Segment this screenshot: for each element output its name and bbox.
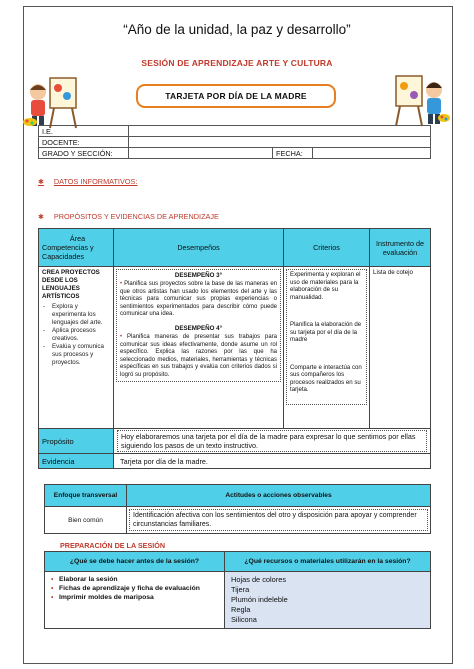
fecha-field[interactable] <box>313 148 431 159</box>
desempeno-3-title: DESEMPEÑO 3° <box>174 272 223 279</box>
evidencia-cell <box>114 454 431 469</box>
desempenos-header: Desempeños <box>114 229 284 267</box>
actitudes-header: Actitudes o acciones observables <box>127 485 431 507</box>
materials-list <box>225 572 430 628</box>
grado-field[interactable] <box>129 148 273 159</box>
list-item: Silicona <box>231 615 257 624</box>
materials-cell <box>225 572 431 629</box>
enfoque-table <box>44 484 431 534</box>
list-item: • Imprimir moldes de mariposa <box>51 593 218 602</box>
criterios-header: Criterios <box>284 229 370 267</box>
datos-heading: ✱ DATOS INFORMATIVOS: <box>38 177 138 186</box>
proposito-label: Propósito <box>39 429 114 454</box>
before-list <box>45 572 224 605</box>
desempenos-cell <box>114 267 284 429</box>
competencia-title: CREA PROYECTOS DESDE LOS LENGUAJES ARTÍSTICOS <box>42 269 100 300</box>
before-header: ¿Qué se debe hacer antes de la sesión? <box>45 552 225 572</box>
proposito-cell <box>114 429 431 454</box>
list-item: Hojas de colores <box>231 575 287 584</box>
evidencia-text: Tarjeta por día de la madre. <box>120 456 208 466</box>
actitudes-cell <box>127 507 431 534</box>
materials-header: ¿Qué recursos o materiales utilizarán en la sesión? <box>225 552 431 572</box>
list-item: Regla <box>231 605 251 614</box>
before-cell <box>45 572 225 629</box>
fecha-label: FECHA: <box>273 148 313 159</box>
desempeno-4-title: DESEMPEÑO 4° <box>174 324 223 332</box>
list-item: - Explora y experimenta los lenguajes del arte. <box>42 303 110 327</box>
docente-label: DOCENTE: <box>39 137 129 148</box>
docente-field[interactable] <box>129 137 431 148</box>
enfoque-header: Enfoque transversal <box>45 485 127 507</box>
preparacion-heading: PREPARACIÓN DE LA SESIÓN <box>60 541 166 550</box>
purpose-table <box>38 228 431 469</box>
proposito-text: Hoy elaboraremos una tarjeta por el día de la madre para expresar lo que sentimos por ellas siguiendo los pasos de un texto instructivo. <box>117 430 427 452</box>
evidencia-label: Evidencia <box>39 454 114 469</box>
list-item: Tijera <box>231 585 250 594</box>
star-bullet-icon: ✱ <box>38 179 44 186</box>
info-table <box>38 125 431 159</box>
list-item: - Evalúa y comunica sus procesos y proyectos. <box>42 343 110 367</box>
instrumento-header: Instrumento de evaluación <box>370 229 431 267</box>
enfoque-name: Bien común <box>45 507 127 534</box>
criterios-cell <box>284 267 370 429</box>
actitudes-text: Identificación afectiva con los sentimientos del otro y disposición para apoyar y comprender circunstancias familiares. <box>129 509 428 531</box>
competencia-cell <box>39 267 114 429</box>
desempeno-4-text: • Planifica maneras de presentar sus trabajos para comunicar sus ideas efectivamente, donde asume un rol específico. Explica las razones por las que ha seleccionado medios, materiales, herramientas y técnicas específicas en sus trabajos y evalúa con criterios dados si logró su propósito. <box>120 333 277 378</box>
ie-label: I.E. <box>39 126 129 137</box>
prep-table <box>44 551 431 629</box>
motto: “Año de la unidad, la paz y desarrollo” <box>123 22 351 37</box>
area-header: Área Competencias y Capacidades <box>39 229 114 267</box>
list-item: Plumón indeleble <box>231 595 288 604</box>
desempeno-3-text: • Planifica sus proyectos sobre la base de las maneras en que otros artistas han usado los elementos del arte y las técnicas para comunicar sus propias experiencias o sentimientos experimentados para describir cómo puede comunicar una idea. <box>120 281 277 318</box>
list-item: • Fichas de aprendizaje y ficha de evaluación <box>51 584 218 593</box>
propositos-heading: ✱ PROPÓSITOS Y EVIDENCIAS DE APRENDIZAJE <box>38 212 219 221</box>
list-item: - Aplica procesos creativos. <box>42 327 110 343</box>
kid-painting-right-illustration <box>390 68 452 130</box>
criterio-item: Planifica la elaboración de su tarjeta por el día de la madre <box>290 321 362 343</box>
star-bullet-icon: ✱ <box>38 214 44 221</box>
criterio-item: Experimenta y exploran el uso de materiales para la elaboración de su manualidad. <box>290 271 361 301</box>
instrumento-cell: Lista de cotejo <box>370 267 431 429</box>
ie-field[interactable] <box>129 126 431 137</box>
grado-label: GRADO Y SECCIÓN: <box>39 148 129 159</box>
kid-painting-left-illustration <box>20 70 82 132</box>
activity-title-box: TARJETA POR DÍA DE LA MADRE <box>136 84 336 108</box>
capacidades-list <box>42 303 110 367</box>
criterio-item: Comparte e interactúa con sus compañeros los procesos realizados en su tarjeta. <box>290 363 362 393</box>
session-title: SESIÓN DE APRENDIZAJE ARTE Y CULTURA <box>141 58 333 68</box>
list-item: • Elaborar la sesión <box>51 575 218 584</box>
